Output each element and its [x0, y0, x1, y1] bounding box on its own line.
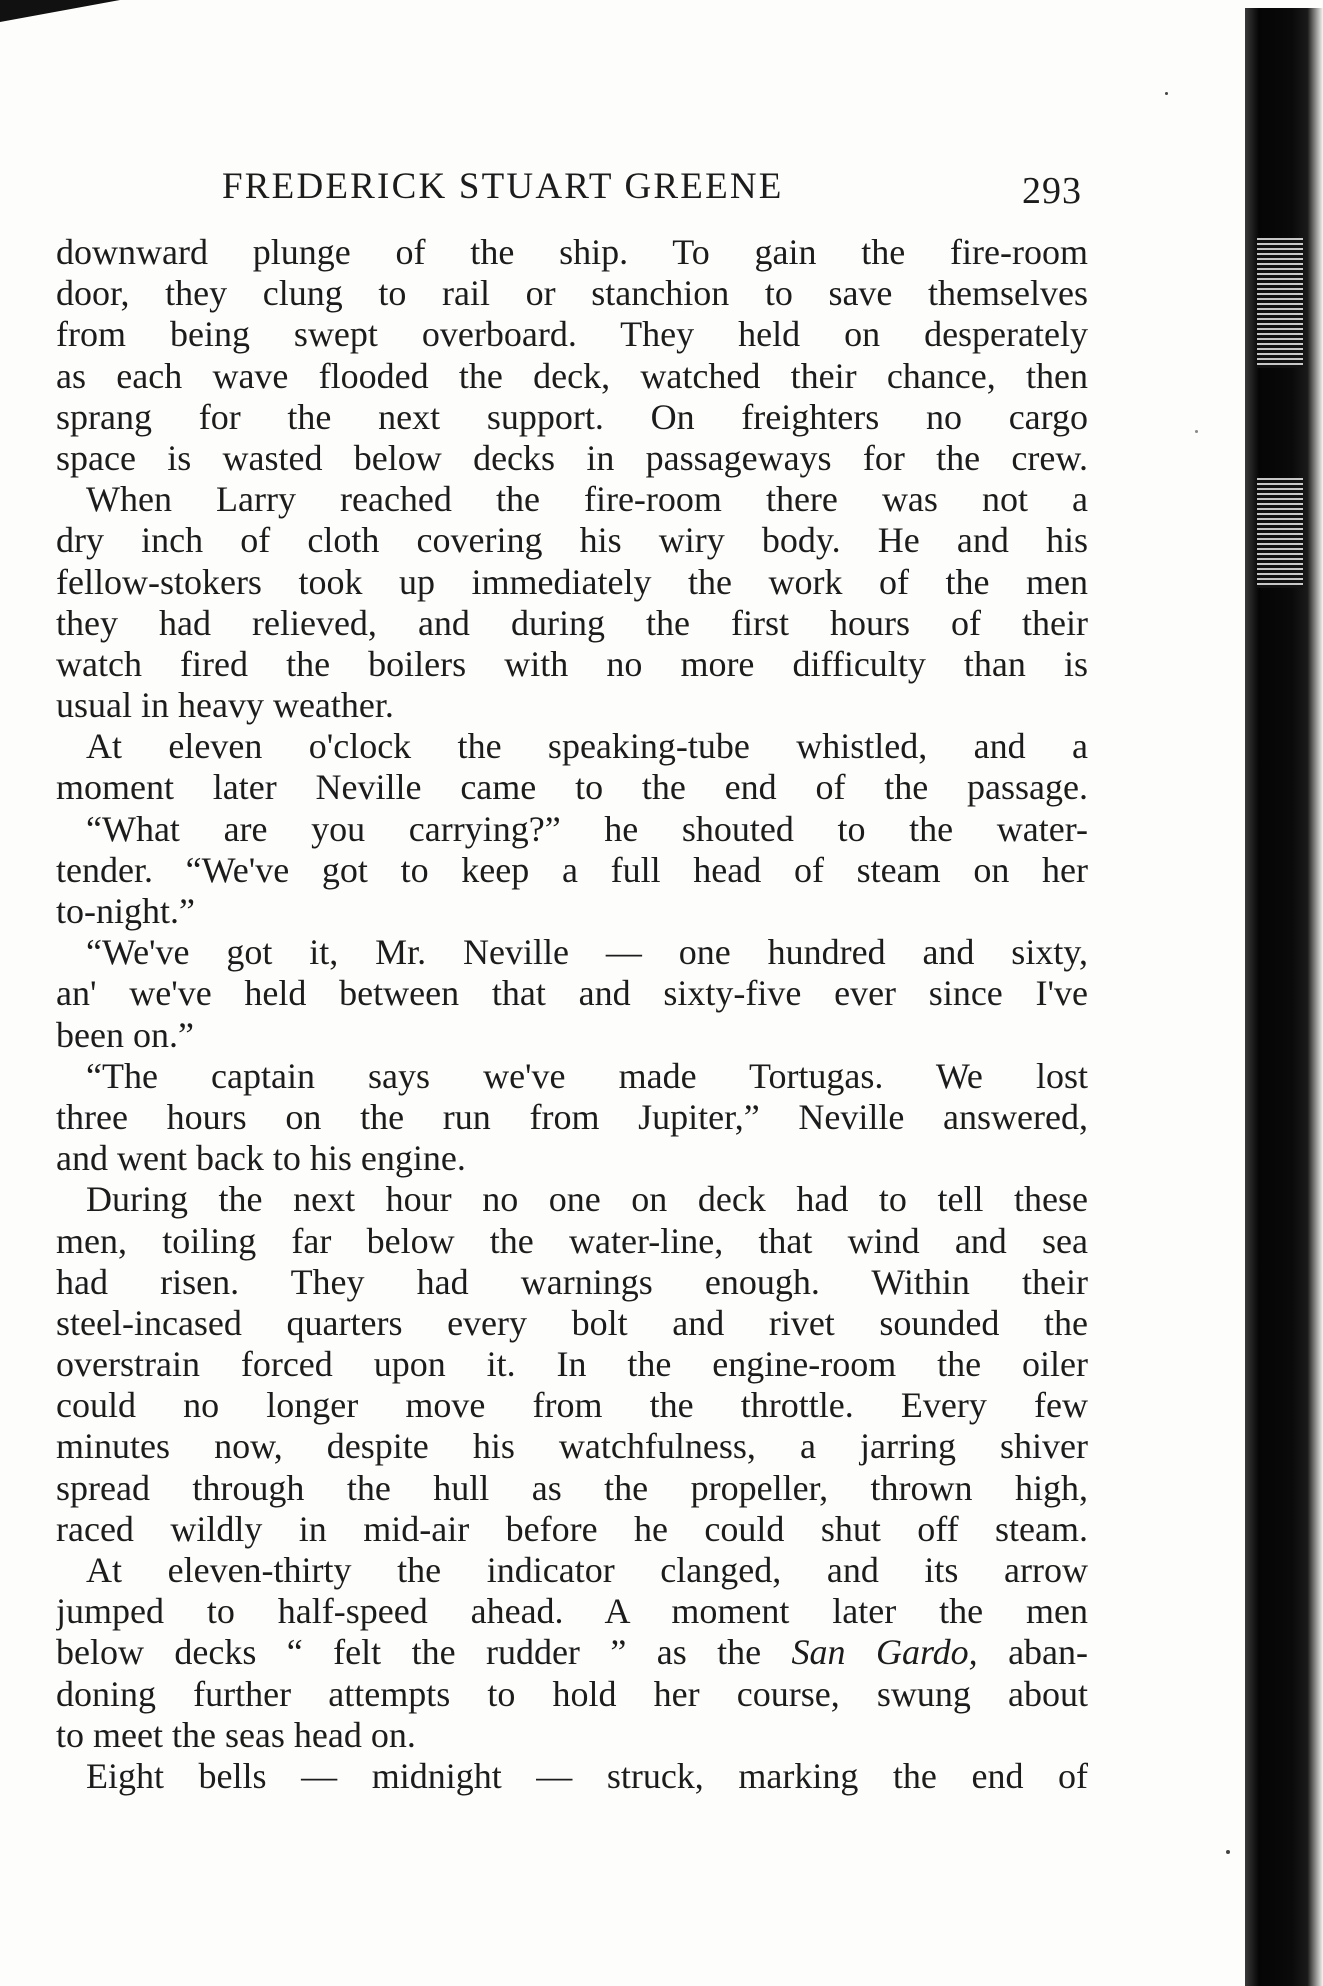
text-line: “What are you carrying?” he shouted to the water-: [86, 808, 1088, 849]
text-line-start: below decks “ felt the rudder ” as the: [56, 1632, 762, 1673]
text-line: Eight bells — midnight — struck, marking the end of: [86, 1755, 1088, 1796]
text-line: fellow-stokers took up immediately the work of the men: [56, 561, 1088, 602]
text-line: raced wildly in mid-air before he could shut off steam.: [56, 1508, 1088, 1549]
scan-speck: [1165, 92, 1168, 95]
text-line: During the next hour no one on deck had to tell these: [86, 1179, 1088, 1220]
running-head: [222, 160, 1082, 214]
running-head-title: FREDERICK STUART GREENE: [222, 166, 784, 207]
text-line: and went back to his engine.: [56, 1138, 466, 1179]
text-line: doning further attempts to hold her course, swung about: [56, 1673, 1088, 1714]
text-line: men, toiling far below the water-line, that wind and sea: [56, 1220, 1088, 1261]
body-text: [56, 232, 1088, 1797]
text-line: had risen. They had warnings enough. Within their: [56, 1261, 1088, 1302]
scan-speck: [1226, 1850, 1230, 1854]
text-line: an' we've held between that and sixty-five ever since I've: [56, 973, 1088, 1014]
text-line: as each wave flooded the deck, watched their chance, then: [56, 355, 1088, 396]
text-line: steel-incased quarters every bolt and rivet sounded the: [56, 1302, 1088, 1343]
text-line: to-night.”: [56, 891, 195, 931]
text-line: three hours on the run from Jupiter,” Neville answered,: [56, 1096, 1088, 1137]
ship-name: San Gardo,: [791, 1632, 978, 1673]
text-line: jumped to half-speed ahead. A moment later the men: [56, 1591, 1088, 1632]
text-line: could no longer move from the throttle. Every few: [56, 1385, 1088, 1426]
text-line: spread through the hull as the propeller, thrown high,: [56, 1467, 1088, 1508]
text-line: usual in heavy weather.: [56, 685, 394, 726]
text-line: At eleven-thirty the indicator clanged, and its arrow: [86, 1550, 1088, 1590]
text-line: “We've got it, Mr. Neville — one hundred and sixty,: [86, 932, 1088, 973]
text-line: dry inch of cloth covering his wiry body. He and his: [56, 520, 1088, 561]
text-line: downward plunge of the ship. To gain the fire-room: [56, 232, 1088, 272]
text-line: watch fired the boilers with no more difficulty than is: [56, 643, 1088, 684]
text-line: door, they clung to rail or stanchion to save themselves: [56, 273, 1088, 314]
text-line-end: aban-: [1008, 1632, 1088, 1673]
page-number: 293: [1022, 170, 1082, 212]
text-line: to meet the seas head on.: [56, 1714, 416, 1755]
text-line: overstrain forced upon it. In the engine-room the oiler: [56, 1344, 1088, 1385]
text-line: minutes now, despite his watchfulness, a jarring shiver: [56, 1426, 1088, 1467]
text-line: At eleven o'clock the speaking-tube whistled, and a: [86, 726, 1088, 767]
scan-speck: [1195, 430, 1198, 433]
text-line: tender. “We've got to keep a full head of steam on her: [56, 849, 1088, 890]
text-line: from being swept overboard. They held on desperately: [56, 314, 1088, 355]
text-line-ship-name: [56, 1632, 1088, 1673]
text-line: space is wasted below decks in passageways for the crew.: [56, 437, 1088, 478]
text-line: moment later Neville came to the end of the passage.: [56, 767, 1088, 808]
scan-corner-mark: [0, 0, 120, 22]
book-binding-edge: [1245, 8, 1323, 1986]
text-line: “The captain says we've made Tortugas. We lost: [86, 1055, 1088, 1096]
text-line: sprang for the next support. On freighters no cargo: [56, 396, 1088, 437]
binding-hatch-upper: [1257, 238, 1303, 368]
text-line: been on.”: [56, 1014, 194, 1055]
text-line: they had relieved, and during the first hours of their: [56, 602, 1088, 643]
binding-hatch-middle: [1257, 478, 1303, 588]
text-line: When Larry reached the fire-room there was not a: [86, 479, 1088, 520]
